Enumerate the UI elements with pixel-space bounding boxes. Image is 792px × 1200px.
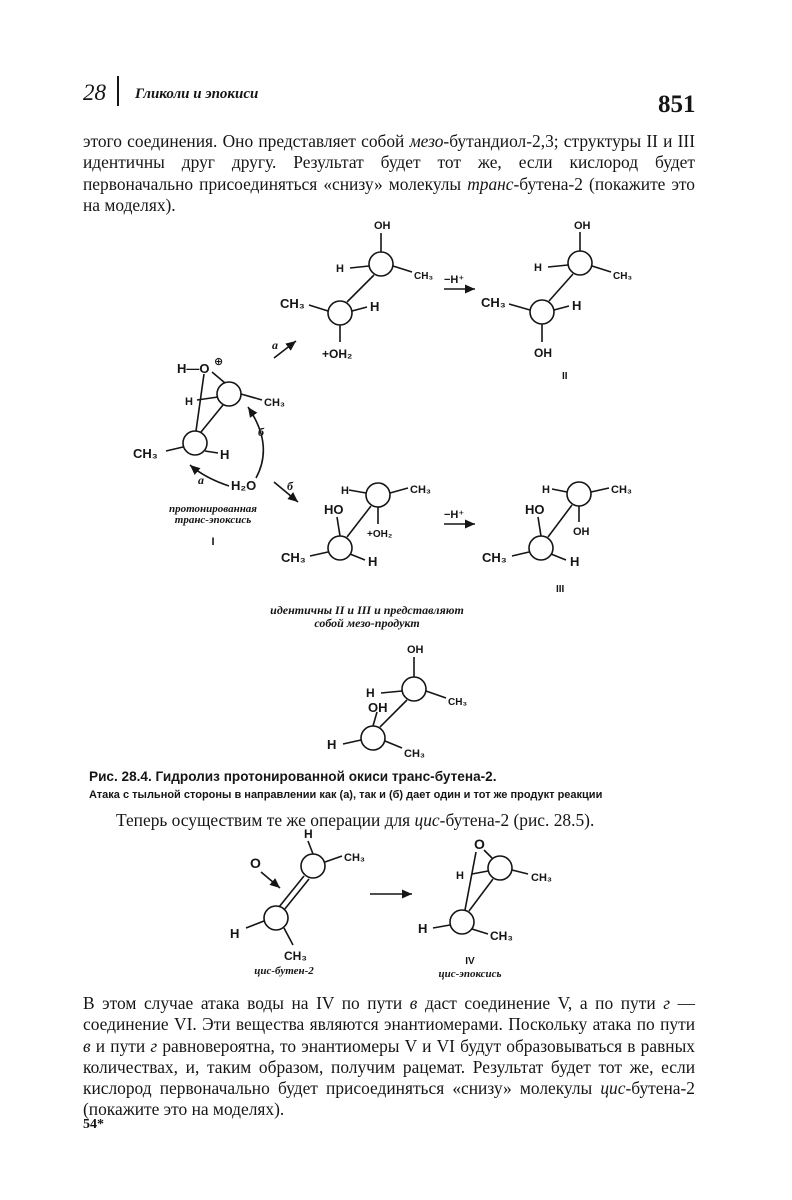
paragraph-3 xyxy=(83,993,695,1121)
lower-carbon xyxy=(328,301,352,325)
meso-caption-line1: идентичны II и III и представляют xyxy=(270,603,464,617)
p2-text-b: -бутена-2 (рис. 28.5). xyxy=(439,810,595,830)
compound-IV-label: IV xyxy=(465,956,475,967)
oh-label: OH xyxy=(407,644,424,656)
lower-carbon xyxy=(328,536,352,560)
ch3-label: CH₃ xyxy=(481,295,506,310)
ch3-label: CH₃ xyxy=(284,949,307,963)
p3-italic-g: г xyxy=(663,993,671,1013)
ch3-label: CH₃ xyxy=(404,748,425,760)
h-label: H xyxy=(327,737,337,752)
page-number: 851 xyxy=(658,91,696,118)
attack-arrow-a xyxy=(190,465,229,486)
signature-mark: 54* xyxy=(83,1117,104,1132)
protonated-caption-line2: транс-эпоксись xyxy=(174,514,252,526)
compound-II-label: II xyxy=(562,371,568,382)
path-a-intermediate xyxy=(280,220,433,361)
protonated-epoxide-I xyxy=(133,356,285,548)
h-label: H xyxy=(542,484,550,496)
figure-caption-title: Рис. 28.4. Гидролиз протонированной окиси транс-бутена-2. xyxy=(89,769,497,784)
cis-butene-caption: цис-бутен-2 xyxy=(254,965,314,977)
lower-carbon xyxy=(450,910,474,934)
path-a-label: a xyxy=(198,473,204,487)
p3-text-a: В этом случае атака воды на IV по пути xyxy=(83,993,410,1013)
h-label: H xyxy=(572,298,582,313)
path-b-arrow xyxy=(274,482,298,502)
ch3-label: CH₃ xyxy=(414,271,434,282)
upper-carbon xyxy=(567,482,591,506)
compound-I-label: I xyxy=(211,536,215,548)
p3-italic-v2: в xyxy=(83,1035,91,1056)
upper-carbon xyxy=(402,677,426,701)
ch3-label: CH₃ xyxy=(344,852,365,864)
water-label: H₂O xyxy=(231,478,257,493)
path-a-label: a xyxy=(272,338,278,352)
p1-text-a: этого соединения. Оно представляет собой xyxy=(83,131,410,151)
p3-text-f: -бутена-2 (покажите это на моделях). xyxy=(83,1078,695,1120)
oh-label: OH xyxy=(574,220,591,232)
p2-italic-cis: цис xyxy=(414,810,440,830)
p3-text-d: и пути xyxy=(90,1035,151,1056)
p3-italic-g2: г xyxy=(150,1035,158,1056)
h-label: H xyxy=(230,926,240,941)
upper-carbon xyxy=(301,854,325,878)
ch3-label: CH₃ xyxy=(264,397,285,409)
p3-italic-v: в xyxy=(409,993,418,1013)
meso-caption-line2: собой мезо-продукт xyxy=(314,616,420,630)
chapter-title: Гликоли и эпокиси xyxy=(135,86,259,102)
upper-carbon xyxy=(488,856,512,880)
oxonium-charge: ⊕ xyxy=(214,356,224,368)
deprotonation-label: −H⁺ xyxy=(444,274,465,286)
path-b-intermediate xyxy=(281,483,431,569)
p1-italic-meso: мезо xyxy=(409,131,444,151)
ch3-label: CH₃ xyxy=(280,296,305,311)
h-label: H xyxy=(456,870,464,882)
h-label: H xyxy=(534,262,542,274)
p3-text-c: — соединение VI. Эти вещества являются энантиомерами. Поскольку атака по пути xyxy=(83,993,696,1035)
h-label: H xyxy=(341,485,349,497)
protonated-caption-line1: протонированная xyxy=(169,503,257,515)
paragraph-2 xyxy=(116,810,696,831)
h-label: H xyxy=(336,263,344,275)
cis-butene-2 xyxy=(230,827,365,977)
ch3-label: CH₃ xyxy=(482,550,507,565)
product-III xyxy=(482,482,632,595)
lower-carbon xyxy=(530,300,554,324)
cis-epoxide-caption: цис-эпоксись xyxy=(438,968,502,980)
h-label: H xyxy=(304,827,313,841)
upper-carbon xyxy=(369,252,393,276)
h-label: H xyxy=(570,554,580,569)
oh-label: OH xyxy=(573,526,590,538)
oxygen-label: O xyxy=(250,855,261,871)
oxonium-label: +OH₂ xyxy=(322,347,353,361)
epoxide-bottom-carbon xyxy=(183,431,207,455)
oh-label: OH xyxy=(374,220,391,232)
p3-italic-cis: цис xyxy=(600,1078,626,1099)
p1-text-b: -бутандиол-2,3; структуры II и III идентичны друг другу. Результат будет тот же, если кислород будет первоначально присоединяться «снизу» молекулы xyxy=(83,131,696,194)
p1-text-c: -бутена-2 (покажите это на моделях). xyxy=(83,173,695,215)
h-label: H xyxy=(366,686,375,700)
deprotonation-label: −H⁺ xyxy=(444,509,465,521)
oxygen-attack-arrow xyxy=(261,872,280,888)
chapter-number: 28 xyxy=(83,80,106,105)
upper-carbon xyxy=(366,483,390,507)
ch3-label: CH₃ xyxy=(611,484,632,496)
p3-text-e: равновероятна, то энантиомеры V и VI будут образовываться в равных количествах, и, таким образом, получим рацемат. Результат будет тот же, если кислород первоначально будет присоединяться «снизу» молекулы xyxy=(83,1035,695,1099)
ch3-label: CH₃ xyxy=(133,446,158,461)
h-o-label: H—O xyxy=(177,361,210,376)
oh-label: OH xyxy=(534,346,552,360)
epoxide-top-carbon xyxy=(217,382,241,406)
lower-carbon xyxy=(529,536,553,560)
oh-label: OH xyxy=(368,700,388,715)
oxonium-label: +OH₂ xyxy=(367,529,393,540)
oxygen-label: O xyxy=(474,836,485,852)
product-II xyxy=(481,220,632,382)
p2-text-a: Теперь осуществим те же операции для xyxy=(116,810,415,830)
h-label: H xyxy=(418,921,428,936)
path-b-label: б xyxy=(258,425,264,439)
figure-caption-note: Атака с тыльной стороны в направлении как (а), так и (б) дает один и тот же продукт реакции xyxy=(89,789,603,801)
cis-epoxide-IV xyxy=(418,836,552,980)
ch3-label: CH₃ xyxy=(613,271,633,282)
path-b-label: б xyxy=(287,479,293,493)
p1-italic-trans: транс xyxy=(467,173,514,194)
lower-carbon xyxy=(361,726,385,750)
compound-III-label: III xyxy=(556,584,565,595)
meso-product xyxy=(327,644,467,760)
h-label: H xyxy=(368,554,378,569)
ho-label: HO xyxy=(525,502,545,517)
ch3-label: CH₃ xyxy=(410,484,431,496)
ch3-label: CH₃ xyxy=(281,550,306,565)
h-label: H xyxy=(185,396,193,408)
h-label: H xyxy=(370,299,380,314)
ch3-label: CH₃ xyxy=(531,872,552,884)
ch3-label: CH₃ xyxy=(490,929,513,943)
attack-arrow-b xyxy=(248,407,263,478)
h-label: H xyxy=(220,447,230,462)
ho-label: HO xyxy=(324,502,344,517)
p3-text-b: даст соединение V, а по пути xyxy=(417,993,664,1013)
ch3-label: CH₃ xyxy=(448,697,468,708)
upper-carbon xyxy=(568,251,592,275)
